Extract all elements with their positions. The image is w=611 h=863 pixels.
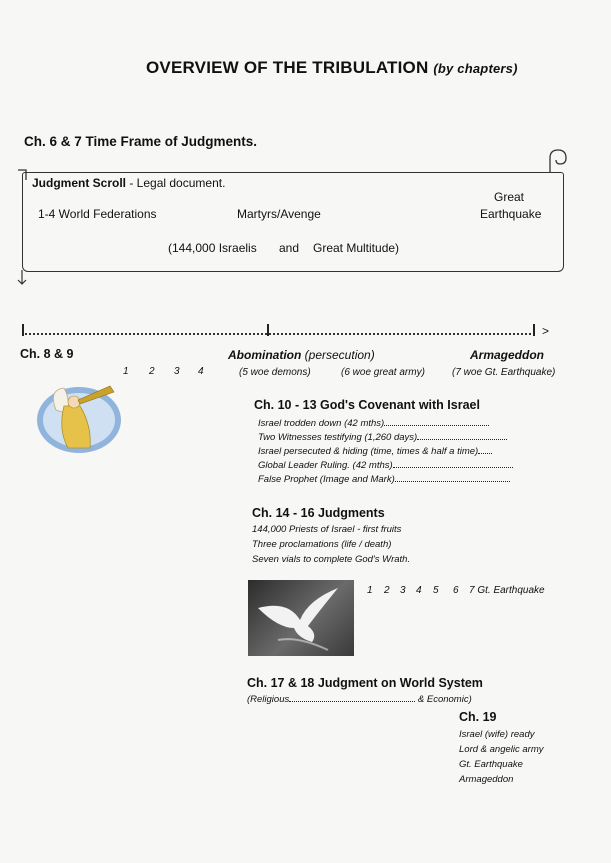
heading-ch8-9: Ch. 8 & 9 [20,347,74,361]
covenant-item-2-text: Two Witnesses testifying (1,260 days) [258,432,418,443]
martyrs-text: Martyrs/Avenge [237,207,321,221]
timeline-tick-start [22,324,24,336]
scroll-label: Judgment Scroll [32,176,127,190]
timeline-tick-mid [267,324,269,336]
persecution-text: (persecution) [304,348,375,362]
covenant-item-4 [258,460,513,471]
title-main: OVERVIEW OF THE TRIBULATION [146,58,429,77]
multitude-text: Great Multitude) [313,241,400,255]
woe-7: (7 woe Gt. Earthquake) [452,367,556,378]
page-title [146,58,518,78]
earthquake-text: Earthquake [480,207,542,221]
angel-trumpet-image [34,380,124,456]
vial-4: 4 [416,585,422,596]
covenant-item-1-text: Israel trodden down (42 mths) [258,418,385,429]
scroll-bottom-icon [16,270,30,290]
trumpet-2: 2 [149,366,155,377]
heading-ch14-16: Ch. 14 - 16 Judgments [252,506,385,520]
heading-ch17-18: Ch. 17 & 18 Judgment on World System [247,676,483,690]
covenant-item-4-text: Global Leader Ruling. (42 mths) [258,460,393,471]
heading-ch10-13: Ch. 10 - 13 God's Covenant with Israel [254,398,480,412]
economic-text: & Economic) [417,694,472,705]
world-system-line [247,694,472,705]
vial-6: 6 [453,585,459,596]
vial-1: 1 [367,585,373,596]
scroll-title [32,176,225,190]
trumpet-1: 1 [123,366,129,377]
armageddon-label: Armageddon [470,348,545,362]
covenant-item-5 [258,474,510,485]
judgment-line-3: Seven vials to complete God's Wrath. [252,554,411,565]
judgment-line-1: 144,000 Priests of Israel - first fruits [252,524,402,535]
religious-text: (Religious [247,694,290,705]
covenant-item-1 [258,418,489,429]
woe-6: (6 woe great army) [341,367,425,378]
covenant-item-3-text: Israel persecuted & hiding (time, times & half a time) [258,446,479,457]
vial-7: 7 Gt. Earthquake [469,585,545,596]
ch19-line-3: Gt. Earthquake [459,759,523,770]
timeline-line [22,332,535,335]
covenant-item-5-text: False Prophet (Image and Mark) [258,474,395,485]
title-sub: (by chapters) [433,61,518,76]
scroll-curl-icon [546,148,572,174]
ch19-line-4: Armageddon [459,774,514,785]
judgment-line-2: Three proclamations (life / death) [252,539,392,550]
scroll-desc: - Legal document. [126,176,226,190]
covenant-item-2 [258,432,507,443]
heading-ch19: Ch. 19 [459,710,497,724]
and-text: and [279,241,300,255]
ch19-line-2: Lord & angelic army [459,744,544,755]
timeline-arrow: > [542,324,550,338]
abomination-label [228,348,375,362]
ch19-line-1: Israel (wife) ready [459,729,535,740]
vial-5: 5 [433,585,439,596]
vial-3: 3 [400,585,406,596]
dove-image [248,580,354,656]
vial-2: 2 [384,585,390,596]
federations-text: 1-4 World Federations [38,207,157,221]
covenant-item-3 [258,446,492,457]
heading-ch6-7: Ch. 6 & 7 Time Frame of Judgments. [24,134,258,149]
timeline-tick-end [533,324,535,336]
israelis-text: (144,000 Israelis [168,241,257,255]
woe-5: (5 woe demons) [239,367,311,378]
trumpet-4: 4 [198,366,204,377]
great-text: Great [494,190,525,204]
trumpet-3: 3 [174,366,180,377]
abomination-text: Abomination [228,348,302,362]
